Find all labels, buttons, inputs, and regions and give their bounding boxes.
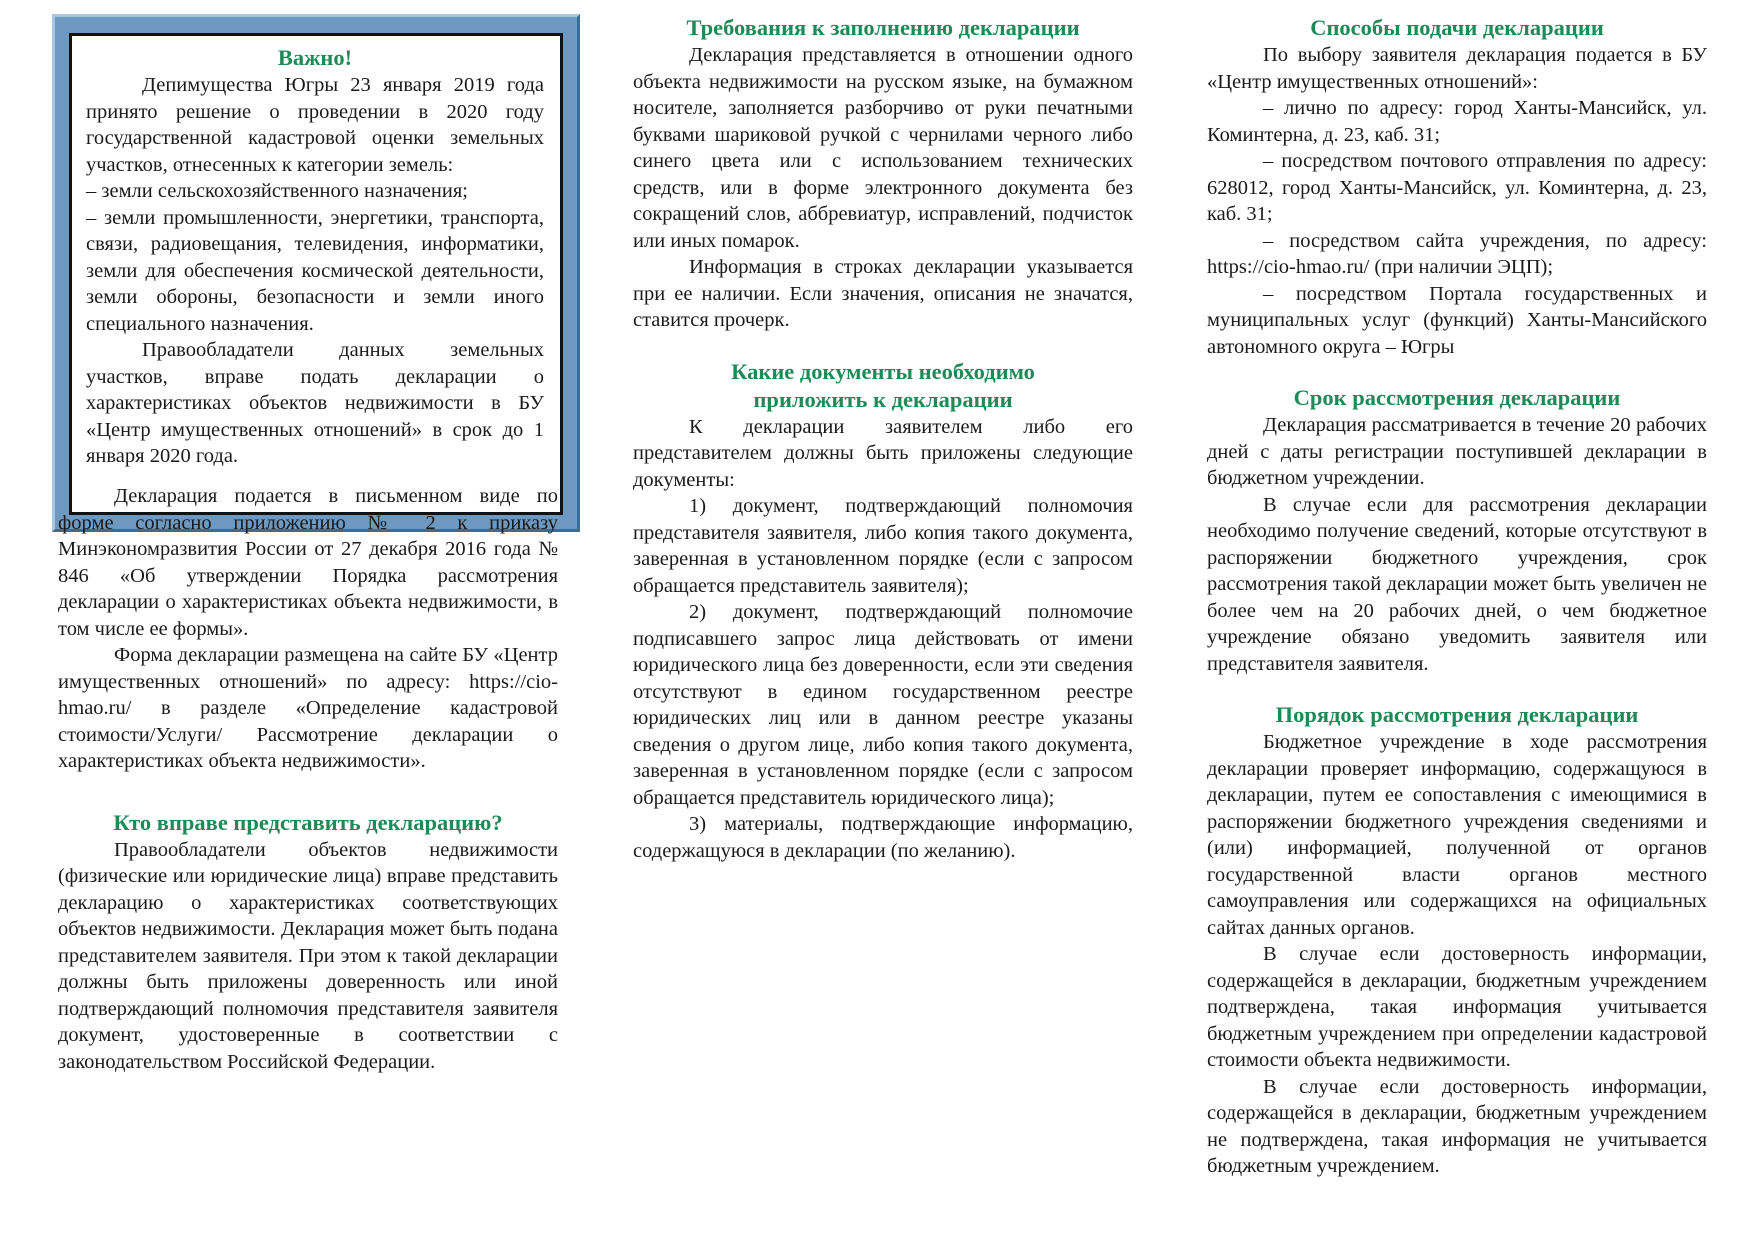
column-right bbox=[1207, 14, 1707, 1180]
submission-list-item: – посредством Портала государственных и муниципальных услуг (функций) Ханты-Мансийского автономного округа – Югры bbox=[1207, 282, 1707, 358]
notice-paragraph: Правообладатели данных земельных участков, вправе подать декларации о характеристиках объектов недвижимости в БУ «Центр имущественных отношений» в срок до 1 января 2020 года. bbox=[86, 339, 544, 467]
important-notice-frame bbox=[52, 14, 580, 532]
important-notice-box bbox=[69, 33, 563, 515]
section-title-requirements: Требования к заполнению декларации bbox=[686, 15, 1080, 40]
documents-title-line: Какие документы необходимо bbox=[731, 358, 1035, 384]
column-left bbox=[58, 483, 558, 1075]
section-title-term: Срок рассмотрения декларации bbox=[1293, 385, 1621, 410]
procedure-paragraph: В случае если достоверность информации, содержащейся в декларации, бюджетным учреждением подтверждена, такая информация учитывается бюджетным учреждением при определении кадастровой стоимости объекта недвижимости. bbox=[1207, 943, 1707, 1071]
submission-list-item: – посредством сайта учреждения, по адресу: https://cio-hmao.ru/ (при наличии ЭЦП); bbox=[1207, 229, 1707, 278]
documents-list-item: 1) документ, подтверждающий полномочия представителя заявителя, либо копия такого документа, заверенная в установленном порядке (если с запросом обращается представитель заявителя); bbox=[633, 495, 1133, 597]
documents-paragraph: К декларации заявителем либо его представителем должны быть приложены следующие документы: bbox=[633, 415, 1133, 491]
documents-title-line: приложить к декларации bbox=[753, 386, 1013, 412]
notice-list-item: – земли промышленности, энергетики, транспорта, связи, радиовещания, телевидения, информатики, земли для обеспечения космической деятельности, земли обороны, безопасности и земли иного специального назначения. bbox=[86, 206, 544, 335]
procedure-paragraph: Бюджетное учреждение в ходе рассмотрения декларации проверяет информацию, содержащуюся в декларации, путем ее сопоставления с имеющимися в распоряжении бюджетного учреждения сведениями и (или) информацией, полученной от органов государственной власти органов местного самоуправления или содержащихся на официальных сайтах данных органов. bbox=[1207, 731, 1707, 939]
documents-list-item: 3) материалы, подтверждающие информацию, содержащуюся в декларации (по желанию). bbox=[633, 813, 1133, 862]
intro-paragraph: Форма декларации размещена на сайте БУ «Центр имущественных отношений» по адресу: https://cio-hmao.ru/ в разделе «Определение кадастровой стоимости/Услуги/ Рассмотрение декларации о характеристиках объекта недвижимости». bbox=[58, 644, 558, 772]
submission-list-item: – посредством почтового отправления по адресу: 628012, город Ханты-Мансийск, ул. Коминтерна, д. 23, каб. 31; bbox=[1207, 150, 1707, 225]
section-title-who: Кто вправе представить декларацию? bbox=[113, 809, 503, 835]
submission-list-item: – лично по адресу: город Ханты-Мансийск, ул. Коминтерна, д. 23, каб. 31; bbox=[1207, 97, 1707, 146]
section-title-submission: Способы подачи декларации bbox=[1310, 15, 1604, 40]
notice-paragraph: Депимущества Югры 23 января 2019 года принято решение о проведении в 2020 году государственной кадастровой оценки земельных участков, отнесенных к категории земель: bbox=[86, 74, 544, 176]
documents-list-item: 2) документ, подтверждающий полномочие подписавшего запрос лица действовать от имени юридического лица без доверенности, если эти сведения отсутствуют в едином государственном реестре юридических лиц или в данном реестре указаны сведения о другом лице, либо копия такого документа, заверенная в установленном порядке (если с запросом обращается представитель юридического лица); bbox=[633, 601, 1133, 809]
column-middle bbox=[633, 14, 1133, 864]
term-paragraph: В случае если для рассмотрения декларации необходимо получение сведений, которые отсутствуют в распоряжении бюджетного учреждения, срок рассмотрения такой декларации может быть увеличен не более чем на 20 рабочих дней, о чем бюджетное учреждение обязано уведомить заявителя или представителя заявителя. bbox=[1207, 493, 1707, 675]
intro-paragraph: Декларация подается в письменном виде по форме согласно приложению № 2 к приказу Минэкономразвития России от 27 декабря 2016 года № 846 «Об утверждении Порядка рассмотрения декларации о характеристиках объекта недвижимости, в том числе ее формы». bbox=[58, 485, 558, 640]
notice-list-item: – земли сельскохозяйственного назначения; bbox=[86, 180, 468, 202]
who-paragraph: Правообладатели объектов недвижимости (физические или юридические лица) вправе представить декларацию о характеристиках соответствующих объектов недвижимости. Декларация может быть подана представителем заявителя. При этом к такой декларации должны быть приложены доверенность или иной подтверждающий полномочия представителя заявителя документ, удостоверенные в соответствии с законодательством Российской Федерации. bbox=[58, 838, 558, 1073]
requirements-paragraph: Информация в строках декларации указывается при ее наличии. Если значения, описания не значатся, ставится прочерк. bbox=[633, 256, 1133, 331]
section-title-documents bbox=[633, 358, 1133, 414]
term-paragraph: Декларация рассматривается в течение 20 рабочих дней с даты регистрации поступившей декларации в бюджетном учреждении. bbox=[1207, 414, 1707, 489]
requirements-paragraph: Декларация представляется в отношении одного объекта недвижимости на русском языке, на бумажном носителе, заполняется разборчиво от руки печатными буквами шариковой ручкой с чернилами черного либо синего цвета или с использованием технических средств, или в форме электронного документа без сокращений слов, аббревиатур, исправлений, подчисток или иных помарок. bbox=[633, 44, 1133, 252]
procedure-paragraph: В случае если достоверность информации, содержащейся в декларации, бюджетным учреждением не подтверждена, такая информация не учитывается бюджетным учреждением. bbox=[1207, 1075, 1707, 1177]
submission-paragraph: По выбору заявителя декларация подается в БУ «Центр имущественных отношений»: bbox=[1207, 44, 1707, 93]
section-title-procedure: Порядок рассмотрения декларации bbox=[1275, 702, 1639, 727]
notice-title: Важно! bbox=[277, 45, 353, 70]
